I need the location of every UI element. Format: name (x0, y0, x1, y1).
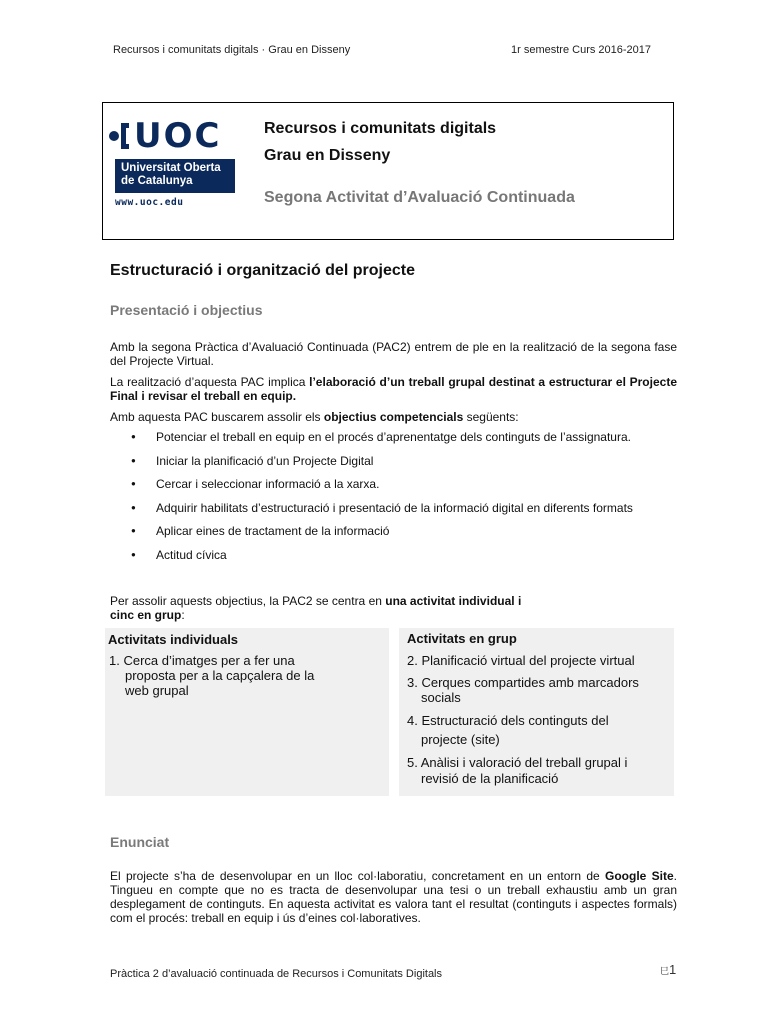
list-item: ● Actitud cívica (110, 548, 677, 572)
individual-item-line2: proposta per a la capçalera de la (125, 668, 315, 683)
logo-band (115, 159, 235, 193)
course-title: Recursos i comunitats digitals (264, 120, 497, 137)
list-item: ● Potenciar el treball en equip en el procés d’aprenentatge dels continguts de l’assignatura. (110, 430, 677, 454)
subsection-objectives: Presentació i objectius (110, 302, 263, 318)
paragraph-focus (110, 594, 677, 622)
group-item-5-line2: revisió de la planificació (421, 771, 559, 786)
paragraph-focus-prefix: Per assolir aquests objectius, la PAC2 se centra en (110, 594, 386, 608)
group-item-3-line2: socials (421, 690, 461, 705)
paragraph-implies-bold: l’elaboració d’un treball grupal destinat a estructurar el Projecte Final i revisar el treball en equip. (110, 375, 677, 403)
paragraph-implies-prefix: La realització d’aquesta PAC implica (110, 375, 310, 389)
paragraph-objectives-suffix: següents: (463, 410, 519, 424)
objectives-list (110, 430, 677, 571)
page-number-glyph-icon: ⺒ (660, 966, 670, 976)
list-item: ● Cercar i seleccionar informació a la xarxa. (110, 477, 677, 501)
logo-mark (109, 116, 241, 156)
paragraph-focus-bold1: una activitat individual i (385, 594, 522, 608)
logo-band-line1: Universitat Oberta (121, 162, 221, 174)
group-item-5-line1: 5. Anàlisi i valoració del treball grupal i (407, 755, 628, 770)
paragraph-focus-bold2: cinc en grup (110, 608, 182, 622)
list-item: ● Adquirir habilitats d’estructuració i presentació de la informació digital en diferents formats (110, 501, 677, 525)
subsection-statement: Enunciat (110, 834, 170, 850)
title-box (102, 102, 674, 240)
group-item-2: 2. Planificació virtual del projecte virtual (407, 653, 635, 668)
paragraph-intro: Amb la segona Pràctica d’Avaluació Continuada (PAC2) entrem de ple en la realització de la segona fase del Projecte Virtual. (110, 340, 677, 368)
running-header-right: 1r semestre Curs 2016-2017 (511, 44, 652, 56)
group-activities-title: Activitats en grup (407, 631, 517, 646)
paragraph-statement-bold: Google Site (605, 869, 674, 883)
paragraph-statement (110, 869, 677, 925)
logo-url: www.uoc.edu (115, 197, 184, 208)
activity-title: Segona Activitat d’Avaluació Continuada (264, 189, 575, 206)
individual-item-line3: web grupal (125, 683, 189, 698)
list-item: ● Iniciar la planificació d’un Projecte Digital (110, 454, 677, 478)
paragraph-implies (110, 375, 677, 403)
running-header-left: Recursos i comunitats digitals · Grau en Disseny (113, 44, 351, 56)
section-title: Estructuració i organització del projecte (110, 262, 415, 279)
running-footer: Pràctica 2 d’avaluació continuada de Recursos i Comunitats Digitals (110, 968, 443, 980)
group-item-4-line1: 4. Estructuració dels continguts del (407, 713, 609, 728)
group-activities-box (399, 628, 674, 796)
paragraph-statement-prefix: El projecte s’ha de desenvolupar en un lloc col·laboratiu, concretament en un entorn de (110, 869, 606, 883)
page-number (660, 962, 676, 977)
paragraph-objectives-bold: objectius competencials (323, 410, 464, 424)
logo-wordmark: UOC (134, 116, 222, 156)
paragraph-statement-suffix: . Tingueu en compte que no es tracta de desenvolupar una tesi o un treball exhaustiu amb un gran desplegament de continguts. En aquesta activitat es valora tant el resultat (continguts i aspectes formals) com el procés: treball en equip i ús d’eines col·laboratives. (110, 869, 677, 925)
logo-bracket-icon (121, 123, 129, 149)
logo-band-line2: de Catalunya (121, 175, 193, 187)
page-number-value: 1 (669, 962, 677, 977)
paragraph-objectives-prefix: Amb aquesta PAC buscarem assolir els (110, 410, 324, 424)
paragraph-objectives (110, 410, 677, 424)
degree-title: Grau en Disseny (264, 147, 391, 164)
list-item: ● Aplicar eines de tractament de la informació (110, 524, 677, 548)
individual-activities-title: Activitats individuals (108, 632, 239, 647)
individual-item-line1: 1. Cerca d’imatges per a fer una (109, 653, 295, 668)
group-item-4-line2: projecte (site) (421, 732, 500, 747)
uoc-logo (109, 116, 241, 211)
group-item-3-line1: 3. Cerques compartides amb marcadors (407, 675, 639, 690)
individual-activities-box (105, 628, 389, 796)
logo-dot-icon (109, 131, 119, 141)
paragraph-focus-suffix: : (181, 608, 185, 622)
